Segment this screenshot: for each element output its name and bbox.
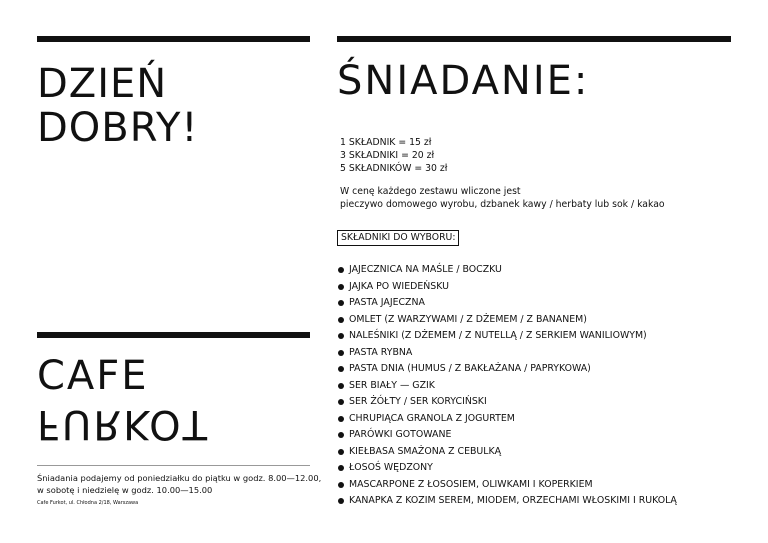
address: Cafe Furkot, ul. Chłodna 2/18, Warszawa bbox=[37, 500, 139, 506]
bullet-icon bbox=[338, 383, 344, 389]
cafe-furkot-logo bbox=[37, 353, 257, 447]
ingredient-item bbox=[338, 411, 677, 428]
middle-rule-left bbox=[37, 332, 310, 338]
top-rule-right bbox=[337, 36, 731, 42]
ingredient-item bbox=[338, 328, 677, 345]
ingredient-label: PASTA DNIA (HUMUS / Z BAKŁAŻANA / PAPRYKOWA) bbox=[349, 363, 591, 374]
ingredient-item bbox=[338, 295, 677, 312]
ingredient-label: ŁOSOŚ WĘDZONY bbox=[349, 462, 433, 473]
greeting-line-2: DOBRY! bbox=[37, 105, 199, 151]
ingredient-label: JAJKA PO WIEDEŃSKU bbox=[349, 280, 449, 292]
bullet-icon bbox=[338, 317, 344, 323]
ingredient-label: PASTA RYBNA bbox=[349, 346, 413, 358]
bullet-icon bbox=[338, 350, 344, 356]
ingredient-item bbox=[338, 279, 677, 296]
ingredient-item bbox=[338, 427, 677, 444]
bullet-icon bbox=[338, 267, 344, 273]
ingredient-item bbox=[338, 477, 677, 494]
bullet-icon bbox=[338, 498, 344, 504]
bullet-icon bbox=[338, 482, 344, 488]
price-3: 3 SKŁADNIKI = 20 zł bbox=[340, 150, 435, 161]
ingredient-label: SER ŻÓŁTY / SER KORYCIŃSKI bbox=[349, 396, 487, 407]
price-5: 5 SKŁADNIKÓW = 30 zł bbox=[340, 163, 448, 174]
ingredient-item bbox=[338, 444, 677, 461]
hours-line-1: Śniadania podajemy od poniedziałku do piątku w godz. 8.00—12.00, bbox=[37, 473, 322, 483]
logo-name-bottom: FURKOT bbox=[37, 401, 210, 447]
ingredient-label: KANAPKA Z KOZIM SEREM, MIODEM, ORZECHAMI WŁOSKIMI I RUKOLĄ bbox=[349, 495, 677, 506]
ingredient-label: NALEŚNIKI (Z DŻEMEM / Z NUTELLĄ / Z SERKIEM WANILIOWYM) bbox=[349, 330, 647, 341]
top-rule-left bbox=[37, 36, 310, 42]
ingredient-item bbox=[338, 460, 677, 477]
greeting-line-1: DZIEŃ bbox=[37, 61, 168, 107]
ingredient-label: KIEŁBASA SMAŻONA Z CEBULKĄ bbox=[349, 445, 502, 457]
bullet-icon bbox=[338, 416, 344, 422]
thin-rule-left bbox=[37, 465, 310, 466]
ingredient-label: JAJECZNICA NA MAŚLE / BOCZKU bbox=[349, 264, 502, 275]
ingredient-label: SER BIAŁY — GZIK bbox=[349, 379, 435, 391]
bullet-icon bbox=[338, 399, 344, 405]
bullet-icon bbox=[338, 465, 344, 471]
ingredient-label: OMLET (Z WARZYWAMI / Z DŻEMEM / Z BANANEM) bbox=[349, 313, 587, 325]
ingredient-item bbox=[338, 262, 677, 279]
ingredient-item bbox=[338, 361, 677, 378]
ingredient-label: PARÓWKI GOTOWANE bbox=[349, 429, 452, 440]
ingredient-label: MASCARPONE Z ŁOSOSIEM, OLIWKAMI I KOPERKIEM bbox=[349, 478, 593, 490]
ingredient-label: PASTA JAJECZNA bbox=[349, 297, 425, 308]
ingredient-item bbox=[338, 312, 677, 329]
breakfast-title: ŚNIADANIE: bbox=[337, 58, 590, 104]
ingredient-item bbox=[338, 345, 677, 362]
ingredient-list bbox=[338, 262, 677, 510]
included-line-1: W cenę każdego zestawu wliczone jest bbox=[340, 186, 521, 197]
bullet-icon bbox=[338, 432, 344, 438]
hours-line-2: w sobotę i niedzielę w godz. 10.00—15.00 bbox=[37, 485, 213, 495]
price-1: 1 SKŁADNIK = 15 zł bbox=[340, 137, 432, 148]
bullet-icon bbox=[338, 300, 344, 306]
included-line-2: pieczywo domowego wyrobu, dzbanek kawy / herbaty lub sok / kakao bbox=[340, 199, 665, 210]
bullet-icon bbox=[338, 284, 344, 290]
ingredients-heading: SKŁADNIKI DO WYBORU: bbox=[337, 230, 459, 246]
ingredient-item bbox=[338, 493, 677, 510]
logo-name-top: CAFE bbox=[37, 353, 149, 399]
bullet-icon bbox=[338, 449, 344, 455]
ingredient-item bbox=[338, 394, 677, 411]
ingredient-label: CHRUPIĄCA GRANOLA Z JOGURTEM bbox=[349, 412, 515, 424]
ingredient-item bbox=[338, 378, 677, 395]
bullet-icon bbox=[338, 366, 344, 372]
bullet-icon bbox=[338, 333, 344, 339]
